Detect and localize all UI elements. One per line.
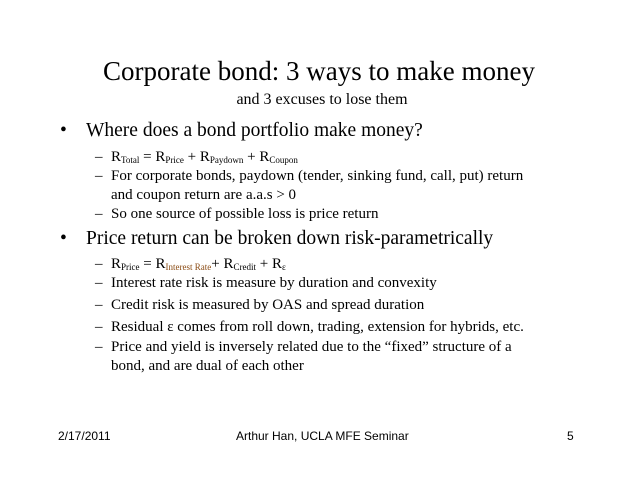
sub-item-text: Credit risk is measured by OAS and spread duration [111, 297, 425, 313]
dash-glyph: – [95, 319, 103, 335]
dash-glyph: – [95, 339, 103, 355]
bullet-1 [60, 119, 423, 143]
dash-glyph: – [95, 149, 103, 165]
bullet-2 [60, 227, 493, 251]
slide-title: Corporate bond: 3 ways to make money [103, 56, 535, 86]
sub-item-text: So one source of possible loss is price return [111, 206, 379, 222]
bullet-glyph: • [60, 120, 67, 141]
sub-item-text: Interest rate risk is measure by duration and convexity [111, 275, 437, 291]
dash-glyph: – [95, 297, 103, 313]
formula-price: $R_{Price} = R_{Interest Rate}+ R_{Credit} + R_\varepsilon$ [111, 256, 286, 272]
sub-item-text [111, 338, 512, 376]
formula-total: $R_{Total} = R_{Price} + R_{Paydown} + R_{Coupon}$ [111, 149, 298, 165]
dash-glyph: – [95, 206, 103, 222]
dash-glyph: – [95, 256, 103, 272]
footer-author: Arthur Han, UCLA MFE Seminar [236, 429, 409, 443]
footer-date: 2/17/2011 [58, 429, 111, 443]
footer-page-number: 5 [567, 429, 574, 443]
text-line: For corporate bonds, paydown (tender, sinking fund, call, put) return [111, 168, 524, 184]
text-line: Price and yield is inversely related due to the “fixed” structure of a [111, 339, 512, 355]
interest-rate-subscript: Interest Rate [165, 262, 212, 272]
bullet-1-text: Where does a bond portfolio make money? [86, 120, 423, 141]
dash-glyph: – [95, 168, 103, 184]
slide-subtitle: and 3 excuses to lose them [236, 91, 408, 108]
dash-glyph: – [95, 275, 103, 291]
bullet-glyph: • [60, 228, 67, 249]
text-line: and coupon return are a.a.s > 0 [111, 187, 297, 203]
bullet-2-text: Price return can be broken down risk-parametrically [86, 228, 494, 249]
sub-item-text [111, 167, 523, 205]
sub-item-text: Residual ε comes from roll down, trading, extension for hybrids, etc. [111, 319, 524, 335]
text-line: bond, and are dual of each other [111, 358, 304, 374]
